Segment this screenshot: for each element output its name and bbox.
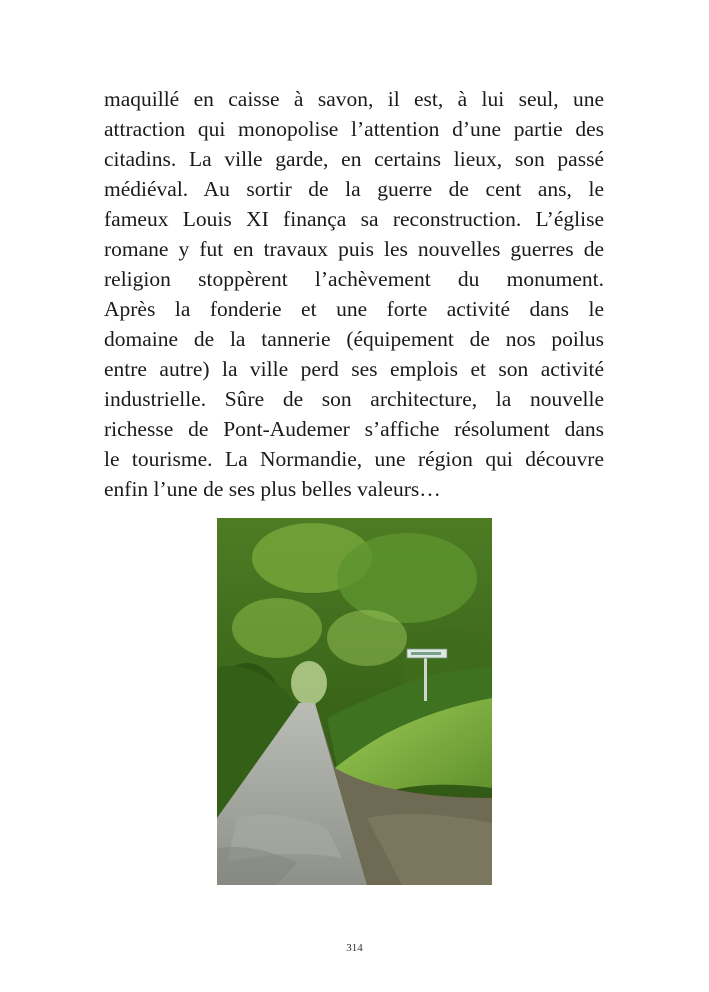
paragraph-line: le tourisme. La Normandie, une région qui découvre [104, 447, 604, 471]
paragraph-line: enfin l’une de ses plus belles valeurs… [104, 477, 441, 501]
paragraph-line: romane y fut en travaux puis les nouvelles guerres de [104, 237, 604, 261]
paragraph-line: attraction qui monopolise l’attention d’une partie des [104, 117, 604, 141]
paragraph-line: domaine de la tannerie (équipement de nos poilus [104, 327, 604, 351]
body-paragraph [104, 84, 604, 504]
paragraph-line: médiéval. Au sortir de la guerre de cent ans, le [104, 177, 604, 201]
paragraph-line: richesse de Pont-Audemer s’affiche résolument dans [104, 417, 604, 441]
paragraph-line: entre autre) la ville perd ses emplois et son activité [104, 357, 604, 381]
country-lane-photo [217, 518, 492, 885]
paragraph-line: maquillé en caisse à savon, il est, à lui seul, une [104, 87, 604, 111]
paragraph-line: industrielle. Sûre de son architecture, la nouvelle [104, 387, 604, 411]
paragraph-line: fameux Louis XI finança sa reconstruction. L’église [104, 207, 604, 231]
page-number: 314 [346, 942, 363, 954]
paragraph-line: religion stoppèrent l’achèvement du monument. [104, 267, 604, 291]
paragraph-line: citadins. La ville garde, en certains lieux, son passé [104, 147, 604, 171]
paragraph-line: Après la fonderie et une forte activité dans le [104, 297, 604, 321]
